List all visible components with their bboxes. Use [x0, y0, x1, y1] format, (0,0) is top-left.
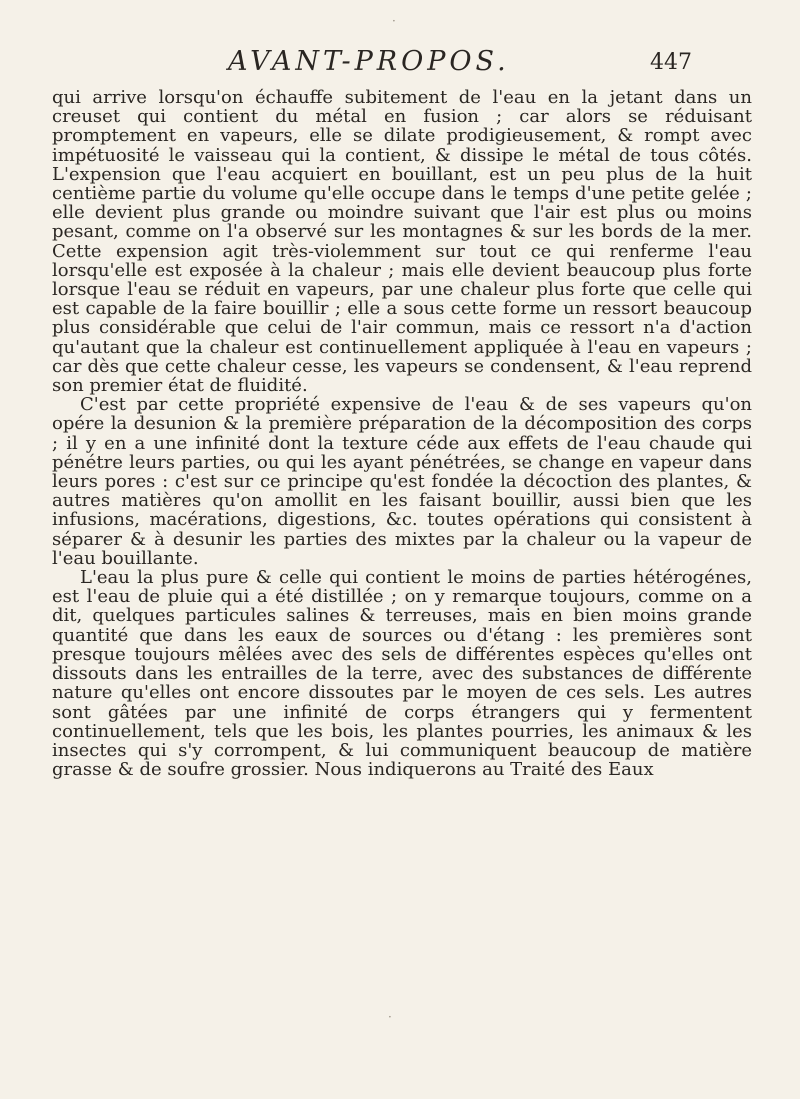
paragraph-3: L'eau la plus pure & celle qui contient le moins de parties hétérogénes, est l'eau de pluie qui a été distillée ; on y remarque toujours, comme on a dit, quelques particules salines & terreuses, mais en bien moins grande quantité que dans les eaux de sources ou d'étang : les premières sont presque toujours mêlées avec des sels de différentes espèces qu'elles ont dissouts dans les entrailles de la terre, avec des substances de différente nature qu'elles ont encore dissoutes par le moyen de ces sels. Les autres sont gâtées par une infinité de corps étrangers qui y fermentent continuellement, tels que les bois, les plantes pourries, les animaux & les insectes qui s'y corrompent, & lui communiquent beaucoup de matière grasse & de soufre grossier. Nous indiquerons au Traité des Eaux [52, 567, 752, 781]
page-number: 447 [650, 50, 692, 75]
body-text [52, 88, 752, 779]
paragraph-2: C'est par cette propriété expensive de l'eau & de ses vapeurs qu'on opére la desunion & la première préparation de la décomposition des corps ; il y en a une infinité dont la texture céde aux effets de l'eau chaude qui pénétre leurs parties, ou qui les ayant pénétrées, se change en vapeur dans leurs pores : c'est sur ce principe qu'est fondée la décoction des plantes, & autres matières qu'on amollit en les faisant bouillir, aussi bien que les infusions, macérations, digestions, &c. toutes opérations qui consistent à séparer & à desunir les parties des mixtes par la chaleur ou la vapeur de l'eau bouillante. [52, 394, 752, 569]
running-title: AVANT-PROPOS. [228, 46, 510, 77]
ink-speck: · [388, 1010, 392, 1024]
running-head [210, 38, 690, 82]
ink-speck: · [392, 14, 396, 28]
paragraph-1: qui arrive lorsqu'on échauffe subitement de l'eau en la jetant dans un creuset qui contient du métal en fusion ; car alors se réduisant promptement en vapeurs, elle se dilate prodigieusement, & rompt avec impétuosité le vaisseau qui la contient, & dissipe le métal de tous côtés. L'expension que l'eau acquiert en bouillant, est un peu plus de la huit centième partie du volume qu'elle occupe dans le temps d'une petite gelée ; elle devient plus grande ou moindre suivant que l'air est plus ou moins pesant, comme on l'a observé sur les montagnes & sur les bords de la mer. Cette expension agit très-violemment sur tout ce qui renferme l'eau lorsqu'elle est exposée à la chaleur ; mais elle devient beaucoup plus forte lorsque l'eau se réduit en vapeurs, par une chaleur plus forte que celle qui est capable de la faire bouillir ; elle a sous cette forme un ressort beaucoup plus considérable que celui de l'air commun, mais ce ressort n'a d'action qu'autant que la chaleur est continuellement appliquée à l'eau en vapeurs ; car dès que cette chaleur cesse, les vapeurs se condensent, & l'eau reprend son premier état de fluidité. [52, 87, 752, 397]
